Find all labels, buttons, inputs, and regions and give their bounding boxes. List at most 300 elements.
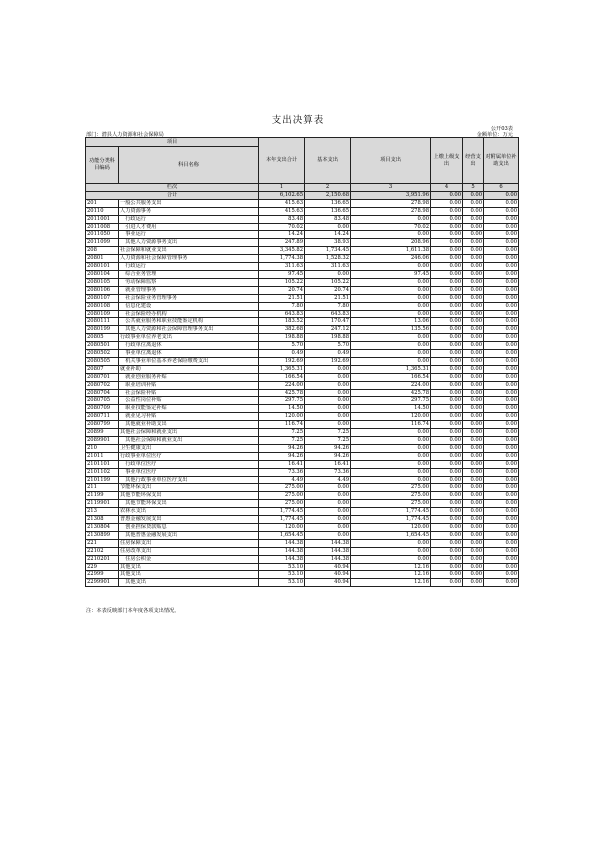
- cell-subsidiary: 0.00: [484, 231, 519, 239]
- cell-project: 1,365.31: [351, 365, 431, 373]
- cell-project: 0.00: [351, 294, 431, 302]
- cell-name: 其他节能环保支出: [119, 492, 259, 500]
- cell-name: 卫生健康支出: [119, 444, 259, 452]
- cell-project: 278.98: [351, 199, 431, 207]
- expenditure-table: [85, 137, 519, 587]
- cell-basic: 7.25: [305, 429, 351, 437]
- table-row: [86, 231, 519, 239]
- cell-business: 0.00: [463, 215, 484, 223]
- cell-upper: 0.00: [431, 223, 463, 231]
- cell-total: 198.88: [259, 334, 305, 342]
- cell-total: 7.25: [259, 429, 305, 437]
- cell-basic: 0.00: [305, 516, 351, 524]
- cell-basic: 136.65: [305, 199, 351, 207]
- cell-basic: 94.26: [305, 452, 351, 460]
- cell-subsidiary: 0.00: [484, 555, 519, 563]
- cell-basic: 94.26: [305, 444, 351, 452]
- cell-business: 0.00: [463, 452, 484, 460]
- cell-subsidiary: 0.00: [484, 294, 519, 302]
- cell-name: 社会保障和就业支出: [119, 247, 259, 255]
- cell-total: 275.00: [259, 492, 305, 500]
- col-number: 5: [463, 184, 484, 192]
- cell-code: 210: [86, 444, 119, 452]
- cell-project: 1,774.45: [351, 508, 431, 516]
- table-row: [86, 215, 519, 223]
- cell-subsidiary: 0.00: [484, 223, 519, 231]
- cell-name: 行政运行: [119, 263, 259, 271]
- cell-code: 2011008: [86, 223, 119, 231]
- cell-subsidiary: 0.00: [484, 500, 519, 508]
- cell-upper: 0.00: [431, 342, 463, 350]
- table-row: [86, 579, 519, 587]
- cell-total: 144.38: [259, 539, 305, 547]
- total-project: 3,951.96: [351, 191, 431, 199]
- cell-total: 144.38: [259, 547, 305, 555]
- table-row: [86, 539, 519, 547]
- cell-basic: 0.00: [305, 270, 351, 278]
- cell-upper: 0.00: [431, 334, 463, 342]
- cell-project: 208.96: [351, 239, 431, 247]
- table-row: [86, 444, 519, 452]
- cell-project: 275.00: [351, 484, 431, 492]
- cell-project: 70.02: [351, 223, 431, 231]
- cell-business: 0.00: [463, 539, 484, 547]
- cell-subsidiary: 0.00: [484, 539, 519, 547]
- cell-subsidiary: 0.00: [484, 421, 519, 429]
- cell-name: 其他节能环保支出: [119, 500, 259, 508]
- cell-basic: 20.74: [305, 286, 351, 294]
- cell-total: 3,345.82: [259, 247, 305, 255]
- cell-upper: 0.00: [431, 278, 463, 286]
- table-row: [86, 437, 519, 445]
- cell-code: 2080105: [86, 278, 119, 286]
- cell-project: 0.00: [351, 278, 431, 286]
- cell-code: 21199: [86, 492, 119, 500]
- cell-business: 0.00: [463, 547, 484, 555]
- cell-basic: 21.51: [305, 294, 351, 302]
- cell-subsidiary: 0.00: [484, 397, 519, 405]
- cell-basic: 0.00: [305, 523, 351, 531]
- cell-business: 0.00: [463, 294, 484, 302]
- department-label: 部门：潜县人力资源和社会保障局: [86, 132, 164, 138]
- cell-upper: 0.00: [431, 413, 463, 421]
- cell-name: 人力资源和社会保障管理事务: [119, 255, 259, 263]
- cell-business: 0.00: [463, 571, 484, 579]
- cell-name: 社会保险业务管理事务: [119, 294, 259, 302]
- total-basic: 2,150.68: [305, 191, 351, 199]
- cell-code: 2011050: [86, 231, 119, 239]
- cell-project: 246.06: [351, 255, 431, 263]
- cell-name: 其他支出: [119, 563, 259, 571]
- cell-code: 2080505: [86, 357, 119, 365]
- cell-name: 职业技能鉴定补贴: [119, 405, 259, 413]
- col-number: 1: [259, 184, 305, 192]
- cell-subsidiary: 0.00: [484, 199, 519, 207]
- cell-project: 0.00: [351, 302, 431, 310]
- cell-name: 其他社会保障和就业支出: [119, 429, 259, 437]
- cell-code: 2080701: [86, 373, 119, 381]
- cell-name: 公共就业服务和职业技能鉴定机构: [119, 318, 259, 326]
- cell-code: 201: [86, 199, 119, 207]
- cell-subsidiary: 0.00: [484, 350, 519, 358]
- cell-business: 0.00: [463, 334, 484, 342]
- cell-total: 120.00: [259, 523, 305, 531]
- cell-name: 住房改革支出: [119, 547, 259, 555]
- cell-subsidiary: 0.00: [484, 270, 519, 278]
- cell-subsidiary: 0.00: [484, 452, 519, 460]
- cell-total: 7.80: [259, 302, 305, 310]
- cell-total: 643.83: [259, 310, 305, 318]
- cell-subsidiary: 0.00: [484, 531, 519, 539]
- cell-subsidiary: 0.00: [484, 365, 519, 373]
- table-row: [86, 326, 519, 334]
- cell-total: 94.26: [259, 452, 305, 460]
- cell-total: 224.00: [259, 381, 305, 389]
- table-row: [86, 239, 519, 247]
- cell-business: 0.00: [463, 523, 484, 531]
- cell-total: 120.00: [259, 413, 305, 421]
- cell-project: 0.00: [351, 452, 431, 460]
- cell-code: 2101102: [86, 468, 119, 476]
- table-row: [86, 286, 519, 294]
- cell-total: 20.74: [259, 286, 305, 294]
- cell-total: 382.68: [259, 326, 305, 334]
- cell-project: 0.00: [351, 350, 431, 358]
- cell-total: 53.10: [259, 563, 305, 571]
- table-row: [86, 373, 519, 381]
- cell-subsidiary: 0.00: [484, 468, 519, 476]
- cell-code: 2130899: [86, 531, 119, 539]
- cell-subsidiary: 0.00: [484, 357, 519, 365]
- cell-upper: 0.00: [431, 373, 463, 381]
- cell-code: 20110: [86, 207, 119, 215]
- cell-total: 275.00: [259, 484, 305, 492]
- cell-name: 一般公共服务支出: [119, 199, 259, 207]
- total-subsidiary: 0.00: [484, 191, 519, 199]
- cell-basic: 247.12: [305, 326, 351, 334]
- cell-project: 120.00: [351, 413, 431, 421]
- cell-total: 116.74: [259, 421, 305, 429]
- cell-subsidiary: 0.00: [484, 492, 519, 500]
- page-title: 支出决算表: [271, 115, 325, 126]
- table-row: [86, 247, 519, 255]
- cell-total: 166.54: [259, 373, 305, 381]
- cell-upper: 0.00: [431, 500, 463, 508]
- cell-basic: 0.49: [305, 350, 351, 358]
- cell-business: 0.00: [463, 492, 484, 500]
- col-number: 4: [431, 184, 463, 192]
- cell-project: 116.74: [351, 421, 431, 429]
- cell-basic: 0.00: [305, 405, 351, 413]
- cell-code: 2080111: [86, 318, 119, 326]
- cell-code: 2080109: [86, 310, 119, 318]
- cell-basic: 198.88: [305, 334, 351, 342]
- cell-code: 2299901: [86, 579, 119, 587]
- table-row: [86, 523, 519, 531]
- cell-total: 1,774.45: [259, 508, 305, 516]
- cell-business: 0.00: [463, 239, 484, 247]
- cell-total: 183.52: [259, 318, 305, 326]
- cell-business: 0.00: [463, 508, 484, 516]
- cell-basic: 643.83: [305, 310, 351, 318]
- table-row: [86, 389, 519, 397]
- cell-business: 0.00: [463, 413, 484, 421]
- cell-business: 0.00: [463, 263, 484, 271]
- cell-name: 社会保险经办机构: [119, 310, 259, 318]
- cell-business: 0.00: [463, 437, 484, 445]
- cell-code: 2080104: [86, 270, 119, 278]
- cell-subsidiary: 0.00: [484, 326, 519, 334]
- table-row: [86, 365, 519, 373]
- cell-upper: 0.00: [431, 286, 463, 294]
- cell-business: 0.00: [463, 531, 484, 539]
- cell-name: 事业单位医疗: [119, 468, 259, 476]
- cell-basic: 144.38: [305, 555, 351, 563]
- cell-subsidiary: 0.00: [484, 381, 519, 389]
- cell-code: 2080108: [86, 302, 119, 310]
- cell-project: 0.00: [351, 231, 431, 239]
- cell-business: 0.00: [463, 365, 484, 373]
- table-row: [86, 294, 519, 302]
- cell-business: 0.00: [463, 326, 484, 334]
- cell-code: 2080502: [86, 350, 119, 358]
- cell-business: 0.00: [463, 460, 484, 468]
- cell-code: 2080101: [86, 263, 119, 271]
- cell-project: 425.78: [351, 389, 431, 397]
- table-row: [86, 199, 519, 207]
- cell-name: 行政单位离退休: [119, 342, 259, 350]
- cell-name: 其他普惠金融发展支出: [119, 531, 259, 539]
- cell-total: 1,365.31: [259, 365, 305, 373]
- cell-code: 2089901: [86, 437, 119, 445]
- cell-subsidiary: 0.00: [484, 373, 519, 381]
- cell-subsidiary: 0.00: [484, 523, 519, 531]
- cell-upper: 0.00: [431, 326, 463, 334]
- cell-basic: 1,528.32: [305, 255, 351, 263]
- cell-project: 224.00: [351, 381, 431, 389]
- cell-upper: 0.00: [431, 429, 463, 437]
- cell-business: 0.00: [463, 255, 484, 263]
- cell-total: 14.24: [259, 231, 305, 239]
- header-subsidiary: 对附属单位补助支出: [484, 138, 519, 184]
- cell-code: 2011001: [86, 215, 119, 223]
- cell-project: 120.00: [351, 523, 431, 531]
- cell-total: 14.50: [259, 405, 305, 413]
- cell-name: 综合业务管理: [119, 270, 259, 278]
- cell-business: 0.00: [463, 484, 484, 492]
- cell-total: 4.49: [259, 476, 305, 484]
- cell-code: 2080702: [86, 381, 119, 389]
- cell-basic: 0.00: [305, 373, 351, 381]
- cell-project: 0.00: [351, 286, 431, 294]
- cell-upper: 0.00: [431, 452, 463, 460]
- cell-total: 105.22: [259, 278, 305, 286]
- cell-name: 普惠金融发展支出: [119, 516, 259, 524]
- cell-total: 247.89: [259, 239, 305, 247]
- cell-basic: 0.00: [305, 223, 351, 231]
- table-row: [86, 516, 519, 524]
- cell-code: 2011099: [86, 239, 119, 247]
- cell-upper: 0.00: [431, 389, 463, 397]
- cell-total: 415.63: [259, 199, 305, 207]
- cell-basic: 0.00: [305, 492, 351, 500]
- cell-project: 0.00: [351, 357, 431, 365]
- cell-name: 就业补助: [119, 365, 259, 373]
- cell-code: 22999: [86, 571, 119, 579]
- cell-total: 311.63: [259, 263, 305, 271]
- cell-code: 2101101: [86, 460, 119, 468]
- cell-upper: 0.00: [431, 563, 463, 571]
- unit-label: 金额单位：万元: [476, 132, 513, 138]
- table-row: [86, 508, 519, 516]
- cell-business: 0.00: [463, 429, 484, 437]
- cell-code: 229: [86, 563, 119, 571]
- cell-business: 0.00: [463, 468, 484, 476]
- cell-total: 73.36: [259, 468, 305, 476]
- cell-project: 97.45: [351, 270, 431, 278]
- cell-name: 事业运行: [119, 231, 259, 239]
- cell-code: 21308: [86, 516, 119, 524]
- table-row: [86, 310, 519, 318]
- cell-project: 0.00: [351, 215, 431, 223]
- cell-subsidiary: 0.00: [484, 286, 519, 294]
- cell-business: 0.00: [463, 555, 484, 563]
- cell-name: 其他人力资源事务支出: [119, 239, 259, 247]
- cell-project: 0.00: [351, 342, 431, 350]
- cell-project: 275.00: [351, 492, 431, 500]
- cell-basic: 144.38: [305, 539, 351, 547]
- cell-name: 就业见习补贴: [119, 413, 259, 421]
- cell-name: 就业创业服务补贴: [119, 373, 259, 381]
- header-name: 科目名称: [119, 147, 259, 184]
- cell-basic: 0.00: [305, 397, 351, 405]
- cell-basic: 16.41: [305, 460, 351, 468]
- cell-upper: 0.00: [431, 492, 463, 500]
- cell-upper: 0.00: [431, 571, 463, 579]
- table-row: [86, 571, 519, 579]
- cell-code: 21011: [86, 452, 119, 460]
- cell-basic: 4.49: [305, 476, 351, 484]
- cell-business: 0.00: [463, 270, 484, 278]
- cell-total: 5.70: [259, 342, 305, 350]
- cell-basic: 170.47: [305, 318, 351, 326]
- cell-business: 0.00: [463, 405, 484, 413]
- cell-project: 14.50: [351, 405, 431, 413]
- cell-basic: 0.00: [305, 389, 351, 397]
- cell-business: 0.00: [463, 579, 484, 587]
- total-business: 0.00: [463, 191, 484, 199]
- cell-business: 0.00: [463, 421, 484, 429]
- cell-name: 住房公积金: [119, 555, 259, 563]
- cell-total: 94.26: [259, 444, 305, 452]
- cell-business: 0.00: [463, 373, 484, 381]
- cell-basic: 0.00: [305, 500, 351, 508]
- table-row: [86, 255, 519, 263]
- cell-business: 0.00: [463, 302, 484, 310]
- cell-code: 2080107: [86, 294, 119, 302]
- cell-subsidiary: 0.00: [484, 579, 519, 587]
- cell-upper: 0.00: [431, 215, 463, 223]
- cell-basic: 40.94: [305, 571, 351, 579]
- cell-upper: 0.00: [431, 421, 463, 429]
- table-row: [86, 484, 519, 492]
- cell-subsidiary: 0.00: [484, 263, 519, 271]
- cell-code: 2080799: [86, 421, 119, 429]
- cell-business: 0.00: [463, 318, 484, 326]
- cell-subsidiary: 0.00: [484, 215, 519, 223]
- cell-upper: 0.00: [431, 484, 463, 492]
- cell-upper: 0.00: [431, 310, 463, 318]
- cell-name: 创业担保贷款贴息: [119, 523, 259, 531]
- cell-subsidiary: 0.00: [484, 255, 519, 263]
- cell-basic: 311.63: [305, 263, 351, 271]
- table-row: [86, 397, 519, 405]
- cell-basic: 0.00: [305, 531, 351, 539]
- cell-basic: 0.00: [305, 413, 351, 421]
- cell-business: 0.00: [463, 310, 484, 318]
- cell-code: 20801: [86, 255, 119, 263]
- table-row: [86, 452, 519, 460]
- cell-upper: 0.00: [431, 294, 463, 302]
- header-code: 功能分类科目编码: [86, 147, 119, 184]
- cell-total: 275.00: [259, 500, 305, 508]
- cell-upper: 0.00: [431, 207, 463, 215]
- cell-code: 211: [86, 484, 119, 492]
- cell-code: 20805: [86, 334, 119, 342]
- cell-total: 7.25: [259, 437, 305, 445]
- cell-project: 0.00: [351, 437, 431, 445]
- cell-code: 2210201: [86, 555, 119, 563]
- cell-total: 53.10: [259, 571, 305, 579]
- cell-project: 135.56: [351, 326, 431, 334]
- cell-total: 97.45: [259, 270, 305, 278]
- cell-basic: 40.94: [305, 563, 351, 571]
- cell-business: 0.00: [463, 397, 484, 405]
- cell-business: 0.00: [463, 247, 484, 255]
- cell-business: 0.00: [463, 444, 484, 452]
- total-label: 合计: [86, 191, 259, 199]
- cell-project: 12.16: [351, 571, 431, 579]
- cell-subsidiary: 0.00: [484, 516, 519, 524]
- cell-project: 166.54: [351, 373, 431, 381]
- cell-total: 1,654.45: [259, 531, 305, 539]
- cell-subsidiary: 0.00: [484, 318, 519, 326]
- cell-name: 节能环保支出: [119, 484, 259, 492]
- cell-subsidiary: 0.00: [484, 278, 519, 286]
- cell-project: 1,654.45: [351, 531, 431, 539]
- cell-project: 0.00: [351, 476, 431, 484]
- cell-name: 其他支出: [119, 579, 259, 587]
- total-upper: 0.00: [431, 191, 463, 199]
- cell-basic: 73.36: [305, 468, 351, 476]
- table-row: [86, 429, 519, 437]
- cell-upper: 0.00: [431, 508, 463, 516]
- cell-code: 2101199: [86, 476, 119, 484]
- cell-upper: 0.00: [431, 247, 463, 255]
- cell-upper: 0.00: [431, 579, 463, 587]
- cell-business: 0.00: [463, 563, 484, 571]
- cell-subsidiary: 0.00: [484, 342, 519, 350]
- cell-project: 12.16: [351, 563, 431, 571]
- table-row: [86, 302, 519, 310]
- cell-basic: 1,734.45: [305, 247, 351, 255]
- cell-code: 20899: [86, 429, 119, 437]
- cell-business: 0.00: [463, 278, 484, 286]
- cell-business: 0.00: [463, 207, 484, 215]
- cell-code: 20807: [86, 365, 119, 373]
- cell-subsidiary: 0.00: [484, 310, 519, 318]
- col-number-label: 栏次: [86, 184, 259, 192]
